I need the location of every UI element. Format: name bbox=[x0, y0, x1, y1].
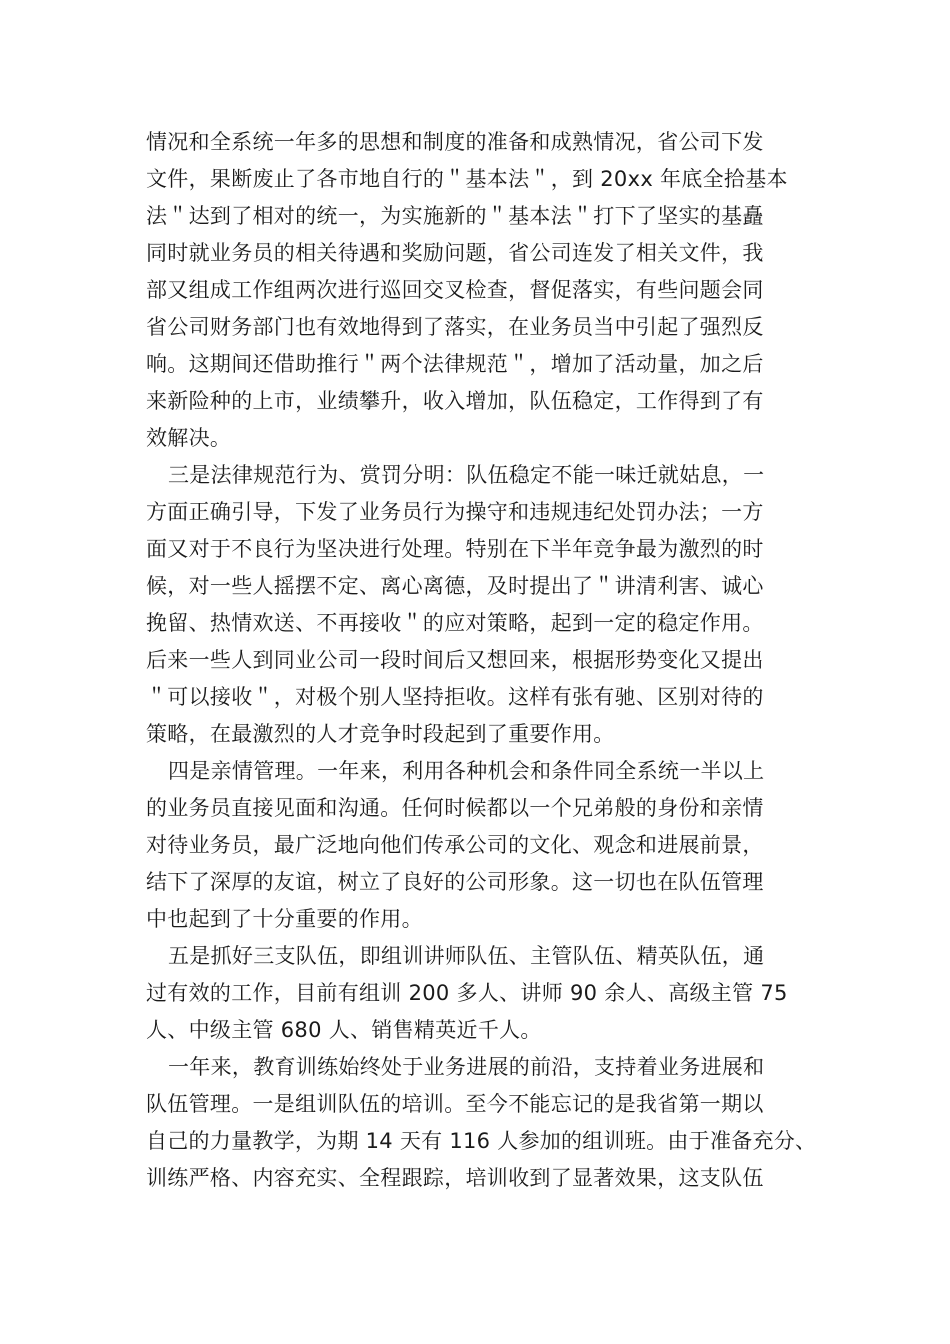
text-line: ＂可以接收＂，对极个别人坚持拒收。这样有张有驰、区别对待的 bbox=[146, 685, 764, 709]
text-line: 五是抓好三支队伍，即组训讲师队伍、主管队伍、精英队伍，通 bbox=[168, 944, 765, 968]
text-line: 部又组成工作组两次进行巡回交叉检查，督促落实，有些问题会同 bbox=[146, 278, 764, 302]
text-line: 自己的力量教学，为期 14 天有 116 人参加的组训班。由于准备充分、 bbox=[146, 1129, 817, 1153]
text-line: 来新险种的上市，业绩攀升，收入增加，队伍稳定，工作得到了有 bbox=[146, 389, 764, 413]
text-line: 响。这期间还借助推行＂两个法律规范＂，增加了活动量，加之后 bbox=[146, 352, 764, 376]
text-line: 挽留、热情欢送、不再接收＂的应对策略，起到一定的稳定作用。 bbox=[146, 611, 764, 635]
text-line: 一年来，教育训练始终处于业务进展的前沿，支持着业务进展和 bbox=[168, 1055, 765, 1079]
text-line: 策略，在最激烈的人才竞争时段起到了重要作用。 bbox=[146, 722, 615, 746]
text-line: 队伍管理。一是组训队伍的培训。至今不能忘记的是我省第一期以 bbox=[146, 1092, 764, 1116]
text-line: 情况和全系统一年多的思想和制度的准备和成熟情况，省公司下发 bbox=[146, 130, 764, 154]
text-line: 的业务员直接见面和沟通。任何时候都以一个兄弟般的身份和亲情 bbox=[146, 796, 764, 820]
text-line: 中也起到了十分重要的作用。 bbox=[146, 907, 423, 931]
text-line: 三是法律规范行为、赏罚分明：队伍稳定不能一味迁就姑息，一 bbox=[168, 463, 765, 487]
text-line: 文件，果断废止了各市地自行的＂基本法＂，到 20xx 年底全拾基本 bbox=[146, 167, 788, 191]
text-line: 候，对一些人摇摆不定、离心离德，及时提出了＂讲清利害、诚心 bbox=[146, 574, 764, 598]
text-line: 法＂达到了相对的统一，为实施新的＂基本法＂打下了坚实的基矗 bbox=[146, 204, 764, 228]
text-line: 方面正确引导，下发了业务员行为操守和违规违纪处罚办法；一方 bbox=[146, 500, 764, 524]
text-line: 效解决。 bbox=[146, 426, 232, 450]
text-line: 同时就业务员的相关待遇和奖励问题，省公司连发了相关文件，我 bbox=[146, 241, 764, 265]
text-line: 结下了深厚的友谊，树立了良好的公司形象。这一切也在队伍管理 bbox=[146, 870, 764, 894]
document-body bbox=[146, 124, 816, 1197]
text-line: 对待业务员，最广泛地向他们传承公司的文化、观念和进展前景， bbox=[146, 833, 764, 857]
text-line: 后来一些人到同业公司一段时间后又想回来，根据形势变化又提出 bbox=[146, 648, 764, 672]
text-line: 过有效的工作，目前有组训 200 多人、讲师 90 余人、高级主管 75 bbox=[146, 981, 788, 1005]
text-line: 人、中级主管 680 人、销售精英近千人。 bbox=[146, 1018, 542, 1042]
text-line: 省公司财务部门也有效地得到了落实，在业务员当中引起了强烈反 bbox=[146, 315, 764, 339]
text-line: 训练严格、内容充实、全程跟踪，培训收到了显著效果，这支队伍 bbox=[146, 1166, 764, 1190]
text-line: 四是亲情管理。一年来，利用各种机会和条件同全系统一半以上 bbox=[168, 759, 765, 783]
text-line: 面又对于不良行为坚决进行处理。特别在下半年竞争最为激烈的时 bbox=[146, 537, 764, 561]
